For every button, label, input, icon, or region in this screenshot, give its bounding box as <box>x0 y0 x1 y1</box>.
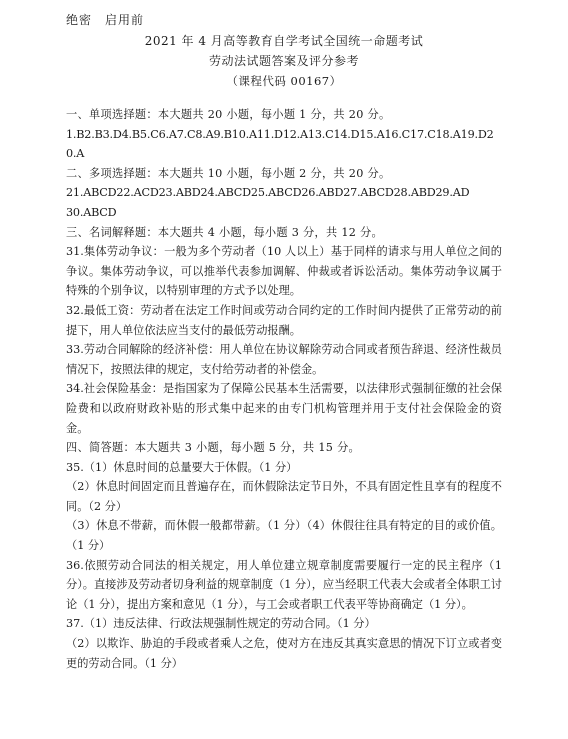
section-2-heading: 二、多项选择题：本大题共 10 小题，每小题 2 分，共 20 分。 <box>66 166 391 180</box>
answer-31: 31.集体劳动争议：一般为多个劳动者（10 人以上）基于同样的请求与用人单位之间的争议。集体劳动争议，可以推举代表参加调解、仲裁或者诉讼活动。集体劳动争议属于特殊的个别争议，以特别审理的方式予以处理。 <box>66 245 502 298</box>
answer-35-part-3: （3）休息不带薪，而休假一般都带薪。（1 分）（4）休假往往具有特定的目的或价值。（1 分） <box>66 519 502 553</box>
answer-36: 36.依照劳动合同法的相关规定，用人单位建立规章制度需要履行一定的民主程序（1 分）。直接涉及劳动者切身利益的规章制度（1 分），应当经职工代表大会或者全体职工讨论（1 分），提出方案和意见（1 分），与工会或者职工代表平等协商确定（1 分）。 <box>66 558 502 611</box>
section-4-heading: 四、简答题：本大题共 3 小题，每小题 5 分，共 15 分。 <box>66 441 361 455</box>
section-2-answers-line-1: 21.ABCD22.ACD23.ABD24.ABCD25.ABCD26.ABD27.ABCD28.ABD29.AD <box>66 186 470 200</box>
confidential-label: 绝密 启用前 <box>66 13 145 27</box>
answer-body <box>66 105 502 673</box>
course-code: （课程代码 00167） <box>226 74 342 88</box>
answer-35-part-2: （2）休息时间固定而且普遍存在，而休假除法定节日外，不具有固定性且享有的程度不同。（2 分） <box>66 480 502 513</box>
answer-33: 33.劳动合同解除的经济补偿：用人单位在协议解除劳动合同或者预告辞退、经济性裁员情况下，按照法律的规定，支付给劳动者的补偿金。 <box>66 343 502 376</box>
section-1-answers: 1.B2.B3.D4.B5.C6.A7.C8.A9.B10.A11.D12.A13.C14.D15.A16.C17.C18.A19.D20.A <box>66 127 494 161</box>
exam-title: 2021 年 4 月高等教育自学考试全国统一命题考试 <box>144 34 424 48</box>
answer-37-part-1: 37.（1）违反法律、行政法规强制性规定的劳动合同。（1 分） <box>66 617 376 631</box>
section-2-answers-line-2: 30.ABCD <box>66 205 117 219</box>
section-1-heading: 一、单项选择题：本大题共 20 小题，每小题 1 分，共 20 分。 <box>66 108 391 121</box>
answer-34: 34.社会保险基金：是指国家为了保障公民基本生活需要，以法律形式强制征缴的社会保险费和以政府财政补贴的形式集中起来的由专门机构管理并用于支付社会保险金的资金。 <box>66 382 502 435</box>
answer-35-part-1: 35.（1）休息时间的总量要大于休假。（1 分） <box>66 460 298 474</box>
document-title: 劳动法试题答案及评分参考 <box>208 54 359 68</box>
answer-37-part-2: （2）以欺诈、胁迫的手段或者乘人之危，使对方在违反其真实意思的情况下订立或者变更的劳动合同。（1 分） <box>66 637 502 670</box>
section-3-heading: 三、名词解释题：本大题共 4 小题，每小题 3 分，共 12 分。 <box>66 225 384 239</box>
answer-32: 32.最低工资：劳动者在法定工作时间或劳动合同约定的工作时间内提供了正常劳动的前提下，用人单位依法应当支付的最低劳动报酬。 <box>66 303 502 337</box>
